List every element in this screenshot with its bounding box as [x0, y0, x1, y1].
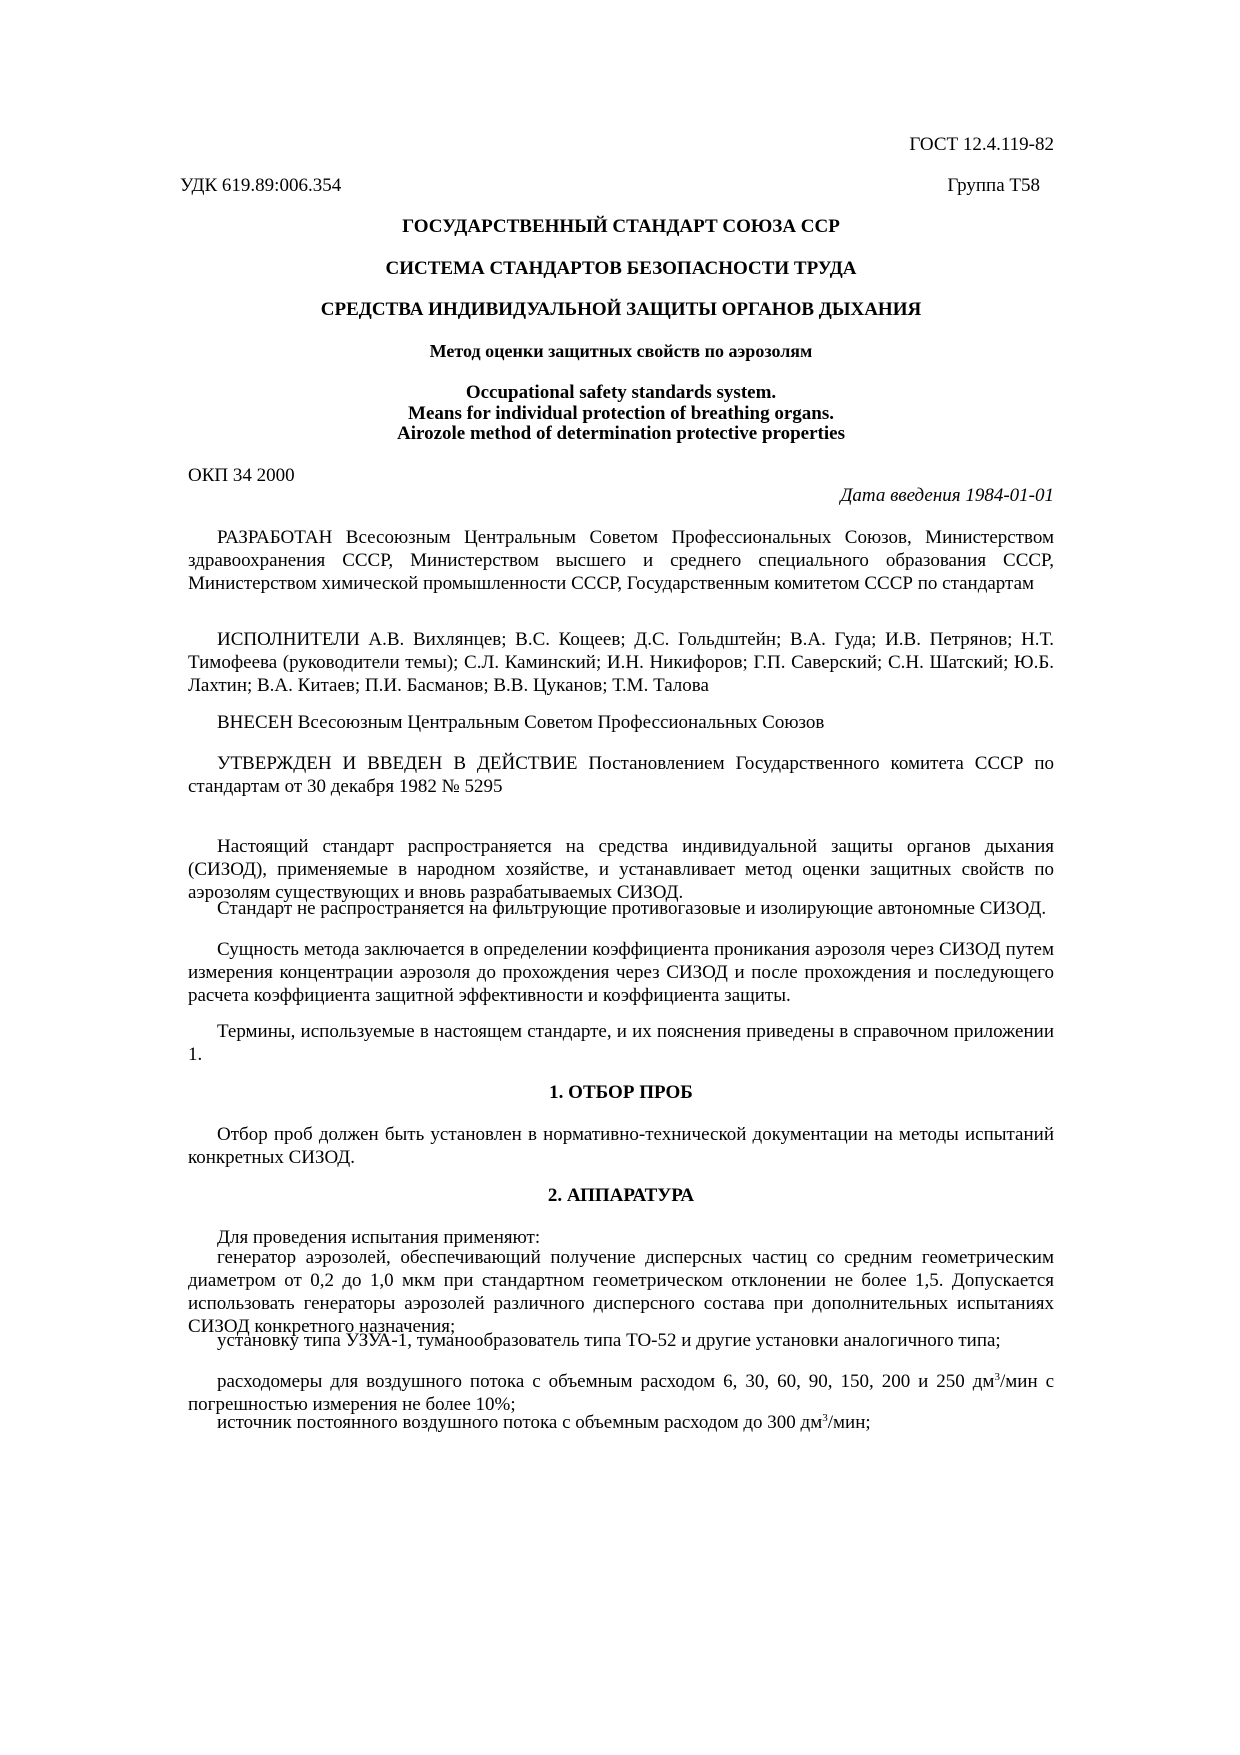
title-subject: СРЕДСТВА ИНДИВИДУАЛЬНОЙ ЗАЩИТЫ ОРГАНОВ ДЫХАНИЯ — [320, 299, 922, 320]
title-method: Метод оценки защитных свойств по аэрозолям — [429, 341, 813, 361]
section-heading-apparatus: 2. АППАРАТУРА — [547, 1185, 695, 1206]
flowmeters-text-a: расходомеры для воздушного потока с объемным расходом 6, 30, 60, 90, 150, 200 и 250 дм — [217, 1371, 995, 1392]
executors-paragraph: ИСПОЛНИТЕЛИ А.В. Вихлянцев; В.С. Кощеев; Д.С. Гольдштейн; В.А. Гуда; И.В. Петрянов; Н.Т. Тимофеева (руководители темы); С.Л. Каминский; И.Н. Никифоров; Г.П. Саверский; С.Н. Шатский; Ю.Б. Лахтин; В.А. Китаев; П.И. Басманов; В.В. Цуканов; Т.М. Талова — [188, 629, 1054, 696]
apparatus-item-generator: генератор аэрозолей, обеспечивающий получение дисперсных частиц со средним геометрическим диаметром от 0,2 до 1,0 мкм при стандартном геометрическом отклонении не более 1,5. Допускается использовать генераторы аэрозолей различного дисперсного состава при дополнительных испытаниях СИЗОД конкретного назначения; — [188, 1247, 1054, 1337]
intro-paragraph-essence: Сущность метода заключается в определении коэффициента проникания аэрозоля через СИЗОД путем измерения концентрации аэрозоля до прохождения через СИЗОД и после прохождения и последующего расчета коэффициента защитной эффективности и коэффициента защиты. — [188, 939, 1054, 1006]
introduced-by-paragraph: ВНЕСЕН Всесоюзным Центральным Советом Профессиональных Союзов — [217, 712, 825, 733]
okp-code: ОКП 34 2000 — [188, 465, 295, 486]
title-system: СИСТЕМА СТАНДАРТОВ БЕЗОПАСНОСТИ ТРУДА — [385, 258, 857, 279]
flowmeters-text-b: /мин с погрешностью измерения не более 10%; — [188, 1371, 1055, 1415]
air-source-superscript: 3 — [822, 1412, 828, 1424]
intro-paragraph-terms: Термины, используемые в настоящем стандарте, и их пояснения приведены в справочном приложении 1. — [188, 1021, 1054, 1065]
udk-code: УДК 619.89:006.354 — [180, 175, 342, 196]
intro-paragraph-scope: Настоящий стандарт распространяется на средства индивидуальной защиты органов дыхания (СИЗОД), применяемые в народном хозяйстве, и устанавливает метод оценки защитных свойств по аэрозолям существующих и вновь разрабатываемых СИЗОД. — [188, 836, 1054, 903]
apparatus-item-air-source — [188, 1411, 1054, 1434]
air-source-text-a: источник постоянного воздушного потока с объемным расходом до 300 дм — [217, 1412, 823, 1433]
apparatus-item-flowmeters — [188, 1370, 1054, 1416]
title-english-line-2: Means for individual protection of breathing organs. — [408, 403, 834, 424]
sampling-paragraph: Отбор проб должен быть установлен в нормативно-технической документации на методы испытаний конкретных СИЗОД. — [188, 1124, 1054, 1168]
intro-paragraph-exclusion: Стандарт не распространяется на фильтрующие противогазовые и изолирующие автономные СИЗОД. — [217, 898, 1047, 919]
apparatus-intro: Для проведения испытания применяют: — [217, 1227, 541, 1248]
section-heading-sampling: 1. ОТБОР ПРОБ — [549, 1082, 693, 1103]
approved-paragraph: УТВЕРЖДЕН И ВВЕДЕН В ДЕЙСТВИЕ Постановлением Государственного комитета СССР по стандартам от 30 декабря 1982 № 5295 — [188, 753, 1054, 797]
flowmeters-superscript: 3 — [994, 1371, 1000, 1383]
title-state-standard: ГОСУДАРСТВЕННЫЙ СТАНДАРТ СОЮЗА ССР — [402, 216, 840, 237]
introduction-date: Дата введения 1984-01-01 — [840, 485, 1054, 506]
gost-number: ГОСТ 12.4.119-82 — [909, 134, 1054, 155]
title-english-line-1: Occupational safety standards system. — [465, 382, 777, 403]
title-english-line-3: Airozole method of determination protective properties — [397, 423, 845, 444]
developed-by-paragraph: РАЗРАБОТАН Всесоюзным Центральным Советом Профессиональных Союзов, Министерством здравоохранения СССР, Министерством высшего и среднего специального образования СССР, Министерством химической промышленности СССР, Государственным комитетом СССР по стандартам — [188, 527, 1054, 594]
group-code: Группа Т58 — [947, 175, 1040, 196]
air-source-text-b: /мин; — [827, 1412, 871, 1433]
apparatus-item-installation: установку типа УЗУА-1, туманообразователь типа ТО-52 и другие установки аналогичного типа; — [217, 1330, 1001, 1351]
